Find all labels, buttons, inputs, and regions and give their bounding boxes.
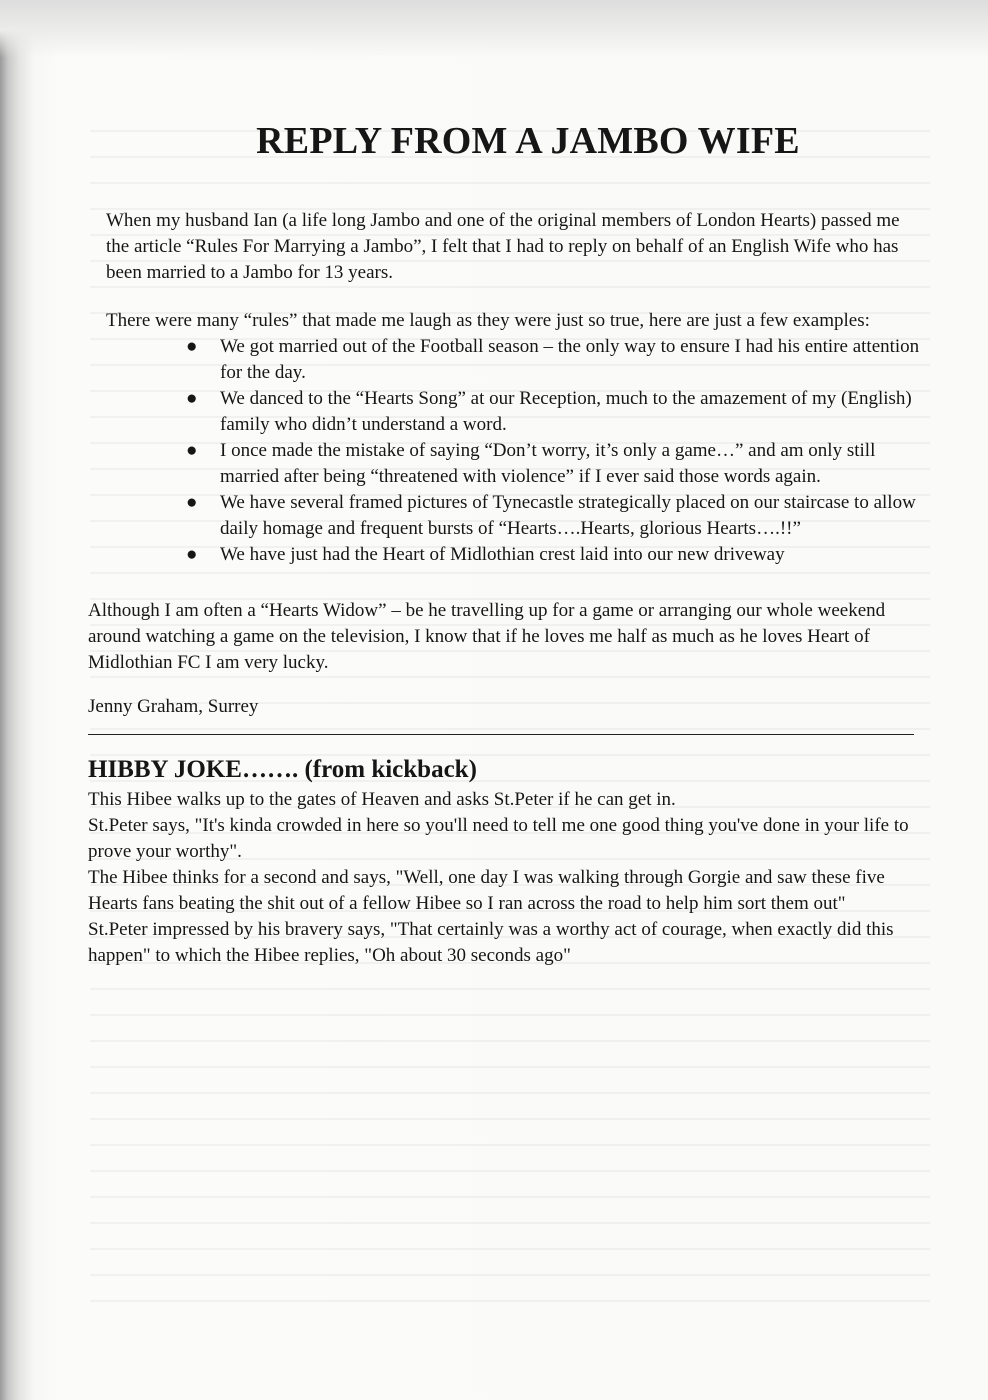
list-item-text: We have just had the Heart of Midlothian crest laid into our new driveway (220, 544, 785, 565)
bullet-icon: ● (186, 492, 198, 513)
article-paragraph-3: Although I am often a “Hearts Widow” – be he travelling up for a game or arranging our whole weekend around watching a game on the television, I know that if he loves me half as much as he loves Heart of Midlothian FC I am very lucky. (88, 600, 886, 673)
bullet-icon: ● (186, 336, 198, 357)
joke-line: St.Peter impressed by his bravery says, "That certainly was a worthy act of courage, when exactly did this happen" to which the Hibee replies, "Oh about 30 seconds ago" (88, 919, 894, 966)
list-item-text: I once made the mistake of saying “Don’t worry, it’s only a game…” and am only still married after being “threatened with violence” if I ever said those words again. (220, 440, 876, 487)
article-signature: Jenny Graham, Surrey (88, 696, 259, 717)
bullet-icon: ● (186, 440, 198, 461)
bullet-icon: ● (186, 388, 198, 409)
top-edge-shadow (0, 0, 988, 58)
section-divider (88, 734, 914, 735)
list-item (88, 490, 930, 542)
article-paragraph-2: There were many “rules” that made me laugh as they were just so true, here are just a few examples: (106, 310, 870, 331)
list-item (88, 542, 930, 568)
binding-shadow (0, 0, 34, 1400)
joke-line: St.Peter says, "It's kinda crowded in here so you'll need to tell me one good thing you've done in your life to prove your worthy". (88, 815, 909, 862)
joke-line: The Hibee thinks for a second and says, "Well, one day I was walking through Gorgie and saw these five Hearts fans beating the shit out of a fellow Hibee so I ran across the road to help him sort them out" (88, 867, 885, 914)
list-item (88, 334, 930, 386)
list-item (88, 438, 930, 490)
rules-list (88, 334, 918, 568)
joke-line: This Hibee walks up to the gates of Heaven and asks St.Peter if he can get in. (88, 789, 676, 810)
bullet-icon: ● (186, 544, 198, 565)
article-title: REPLY FROM A JAMBO WIFE (256, 120, 800, 162)
list-item-text: We danced to the “Hearts Song” at our Reception, much to the amazement of my (English) family who didn’t understand a word. (220, 388, 912, 435)
list-item-text: We got married out of the Football season – the only way to ensure I had his entire attention for the day. (220, 336, 920, 383)
joke-title: HIBBY JOKE……. (from kickback) (88, 756, 477, 783)
article-paragraph-1: When my husband Ian (a life long Jambo and one of the original members of London Hearts) passed me the article “Rules For Marrying a Jambo”, I felt that I had to reply on behalf of an English Wife who has been married to a Jambo for 13 years. (106, 210, 900, 283)
page-content (88, 118, 918, 969)
list-item (88, 386, 930, 438)
list-item-text: We have several framed pictures of Tynecastle strategically placed on our staircase to allow daily homage and frequent bursts of “Hearts….Hearts, glorious Hearts….!!” (220, 492, 916, 539)
